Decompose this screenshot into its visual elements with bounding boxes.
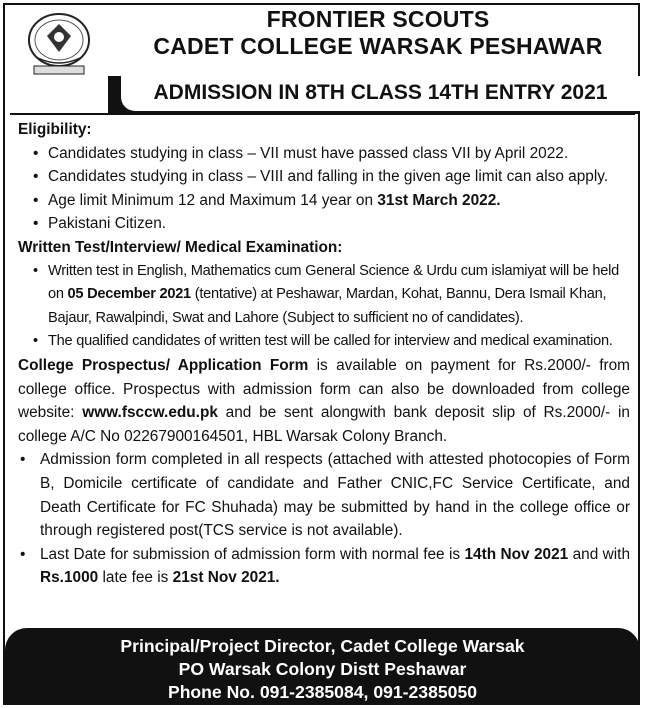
list-item [18,260,630,331]
footer-line-phone: Phone No. 091-2385084, 091-2385050 [167,682,478,702]
written-test-text: Bajaur, Rawalpindi, Swat and Lahore (Subject to sufficient no of candidates). [48,309,524,326]
deadline-text: Last Date for submission of admission form with normal fee is [40,545,465,563]
list-item [18,543,630,590]
submission-text: Admission form completed in all respects (attached with attested photocopies of Form B, Domicile certificate of candidate and Father CNIC,FC Service Certificate, and Death Certificate for FC Shuhada) may be submitted by hand in the college office or through registered post(TCS service is not available). [40,451,630,540]
bullet-icon: • [20,451,26,469]
bullet-icon: • [33,191,39,209]
written-test-date: 05 December 2021 [67,286,191,303]
written-test-heading: Written Test/Interview/ Medical Examination: [18,238,343,256]
prospectus-text: is available on payment for Rs.2000/- from college office. Prospectus with admission form can also be downloaded from college website: [18,356,630,422]
list-item [18,330,630,354]
prospectus-label: College Prospectus/ Application Form [18,356,309,374]
eligibility-heading: Eligibility: [18,121,92,138]
footer-line-principal: Principal/Project Director, Cadet College Warsak [120,636,525,656]
age-limit-date: 31st March 2022. [377,191,501,209]
college-title: CADET COLLEGE WARSAK PESHAWAR [153,33,603,59]
divider [10,113,635,115]
header [0,0,645,130]
list-item [18,142,630,166]
written-test-text: (tentative) at Peshawar, Mardan, Kohat, Bannu, Dera Ismail Khan, [190,286,607,303]
interview-text: The qualified candidates of written test will be called for interview and medical examination. [48,333,613,350]
bullet-icon: • [33,144,39,162]
website-link[interactable]: www.fsccw.edu.pk [82,404,218,422]
org-title: FRONTIER SCOUTS [266,6,490,32]
citizenship-text: Pakistani Citizen. [48,215,167,233]
prospectus-text: and be sent alongwith bank deposit slip of Rs.2000/- in college A/C No 02267900164501, HBL Warsak Colony Branch. [18,404,630,445]
bullet-icon: • [33,262,38,279]
eligibility-item: Candidates studying in class – VIII and falling in the given age limit can also apply. [48,168,609,186]
list-item [18,165,630,189]
admission-title: ADMISSION IN 8TH CLASS 14TH ENTRY 2021 [153,81,608,104]
list-item [18,448,630,542]
bullet-icon: • [33,333,38,350]
written-test-text: on [48,286,68,303]
bullet-icon: • [33,215,39,233]
late-deadline-date: 21st Nov 2021. [172,569,280,587]
bullet-icon: • [33,168,39,186]
college-crest-icon [16,6,102,78]
advertisement-body [18,118,630,590]
late-fee: Rs.1000 [40,569,99,587]
eligibility-item: Candidates studying in class – VII must have passed class VII by April 2022. [48,144,569,162]
deadline-date: 14th Nov 2021 [464,545,569,563]
bullet-icon: • [20,545,26,563]
prospectus-paragraph [18,354,630,448]
deadline-text: and with [568,545,630,563]
age-limit-text: Age limit Minimum 12 and Maximum 14 year on [48,191,378,209]
list-item [18,212,630,236]
list-item [18,189,630,213]
deadline-text: late fee is [98,569,173,587]
written-test-text: Written test in English, Mathematics cum General Science & Urdu cum islamiyat will be held [48,262,619,279]
footer-line-address: PO Warsak Colony Distt Peshawar [178,659,467,679]
